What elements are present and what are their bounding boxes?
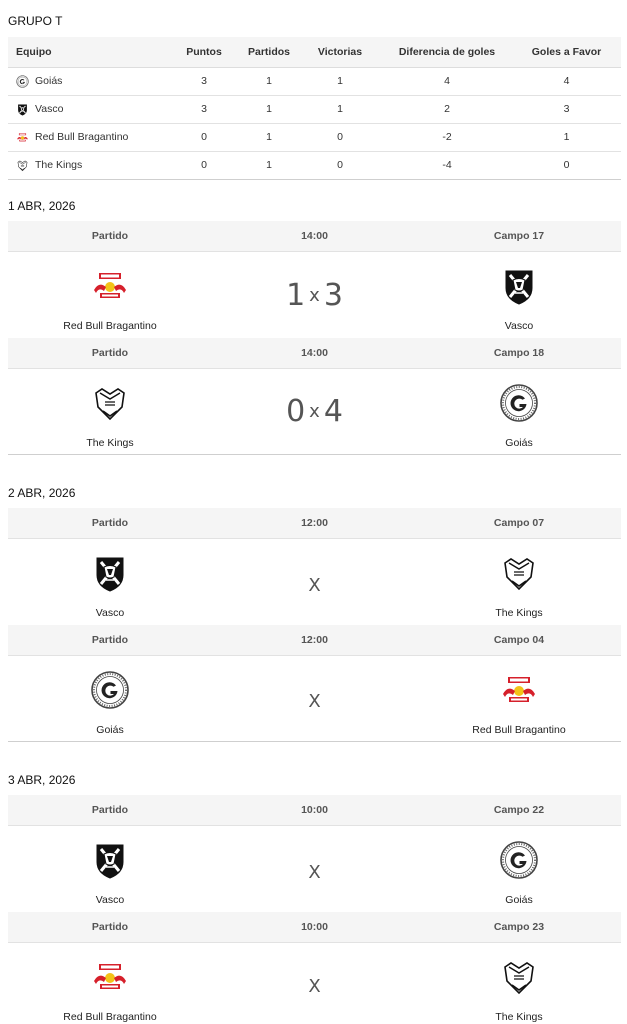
played-cell: 1 [240,123,298,151]
goal-diff-cell: 4 [382,67,512,95]
match-body [8,252,621,338]
match-body [8,826,621,912]
match-field: Campo 04 [493,634,545,646]
table-row[interactable] [8,151,621,179]
score-separator: X [308,976,321,997]
day-date: 2 ABR, 2026 [8,486,76,500]
match-body [8,369,621,455]
match-body [8,656,621,742]
home-team-name: Vasco [95,607,125,619]
home-team[interactable] [8,539,212,625]
header-team[interactable]: Equipo [8,37,168,67]
team-name[interactable]: Vasco [35,103,64,115]
match-label: Partido [91,804,129,816]
match-time: 10:00 [301,804,328,816]
vasco-crest-icon [90,840,130,880]
goias-crest-icon [499,840,539,880]
day-date: 1 ABR, 2026 [8,199,76,213]
match-field: Campo 17 [493,230,545,242]
redbull-crest-icon [16,131,29,144]
away-team-name: Goiás [505,437,533,449]
away-team[interactable] [417,826,621,912]
played-cell: 1 [240,95,298,123]
points-cell: 3 [168,67,240,95]
match-body [8,943,621,1024]
match-field: Campo 23 [493,921,545,933]
team-name[interactable]: The Kings [35,159,83,171]
score-separator: X [308,861,321,883]
home-team[interactable] [8,656,212,741]
wins-cell: 1 [298,67,382,95]
home-team[interactable] [8,826,212,912]
points-cell: 3 [168,95,240,123]
score-separator: X [308,691,321,712]
goals-for-cell: 0 [512,151,621,179]
wins-cell: 0 [298,151,382,179]
score [212,252,417,338]
vasco-crest-icon [499,266,539,306]
score-separator: x [309,401,320,422]
header-points[interactable]: Puntos [168,37,240,67]
points-cell: 0 [168,123,240,151]
goias-crest-icon [16,75,29,88]
match-body [8,539,621,625]
match-field: Campo 07 [493,517,545,529]
match-label: Partido [91,517,129,529]
match-card[interactable] [8,795,621,912]
kings-crest-icon [499,957,539,997]
away-team[interactable] [417,539,621,625]
match-label: Partido [91,634,129,646]
match-label: Partido [91,347,129,359]
home-team-name: The Kings [86,437,134,449]
home-team-name: Red Bull Bragantino [63,320,157,332]
match-card[interactable] [8,912,621,1024]
score [212,656,417,741]
home-score: 1 [286,277,306,313]
away-team-name: The Kings [495,1011,543,1023]
home-team-name: Goiás [96,724,124,736]
match-label: Partido [91,230,129,242]
played-cell: 1 [240,67,298,95]
points-cell: 0 [168,151,240,179]
goal-diff-cell: 2 [382,95,512,123]
match-card[interactable] [8,508,621,625]
match-time: 12:00 [301,517,328,529]
header-goals-for[interactable]: Goles a Favor [512,37,621,67]
home-team[interactable] [8,943,212,1024]
match-time: 10:00 [301,921,328,933]
vasco-crest-icon [90,553,130,593]
header-wins[interactable]: Victorias [298,37,382,67]
table-row[interactable] [8,95,621,123]
score-separator: x [309,284,320,306]
away-team-name: Vasco [504,320,534,332]
score-separator: X [308,574,321,596]
goals-for-cell: 3 [512,95,621,123]
team-name[interactable]: Goiás [35,75,63,87]
table-row[interactable] [8,67,621,95]
match-time: 12:00 [301,634,328,646]
goias-crest-icon [499,383,539,423]
home-score: 0 [286,394,306,429]
home-team[interactable] [8,369,212,454]
table-row[interactable] [8,123,621,151]
kings-crest-icon [499,553,539,593]
day-date: 3 ABR, 2026 [8,773,76,787]
match-time: 14:00 [301,230,328,242]
away-score: 4 [323,394,343,429]
match-header [8,625,621,656]
match-header [8,795,621,826]
goal-diff-cell: -2 [382,123,512,151]
standings-header-row [8,37,621,67]
score [212,943,417,1024]
goals-for-cell: 4 [512,67,621,95]
score [212,369,417,454]
match-label: Partido [91,921,129,933]
away-team[interactable] [417,369,621,454]
group-title: GRUPO T [8,14,63,28]
match-header [8,508,621,539]
team-name[interactable]: Red Bull Bragantino [35,131,129,143]
away-team-name: Goiás [505,894,533,906]
header-goal-diff[interactable]: Diferencia de goles [382,37,512,67]
goias-crest-icon [90,670,130,710]
away-team[interactable] [417,252,621,338]
match-header [8,221,621,252]
wins-cell: 0 [298,123,382,151]
match-card[interactable] [8,338,621,455]
kings-crest-icon [90,383,130,423]
standings-table [8,37,621,180]
played-cell: 1 [240,151,298,179]
wins-cell: 1 [298,95,382,123]
match-header [8,338,621,369]
vasco-crest-icon [16,103,29,116]
match-card[interactable] [8,221,621,338]
home-team-name: Vasco [95,894,125,906]
match-field: Campo 22 [493,804,545,816]
score [212,539,417,625]
redbull-crest-icon [90,266,130,306]
away-score: 3 [323,277,343,313]
away-team[interactable] [417,943,621,1024]
away-team-name: Red Bull Bragantino [472,724,566,736]
goals-for-cell: 1 [512,123,621,151]
home-team-name: Red Bull Bragantino [63,1011,157,1023]
match-card[interactable] [8,625,621,742]
header-played[interactable]: Partidos [240,37,298,67]
away-team[interactable] [417,656,621,741]
redbull-crest-icon [499,670,539,710]
score [212,826,417,912]
match-field: Campo 18 [493,347,545,359]
redbull-crest-icon [90,957,130,997]
home-team[interactable] [8,252,212,338]
away-team-name: The Kings [495,607,543,619]
goal-diff-cell: -4 [382,151,512,179]
match-time: 14:00 [301,347,328,359]
match-header [8,912,621,943]
kings-crest-icon [16,159,29,172]
